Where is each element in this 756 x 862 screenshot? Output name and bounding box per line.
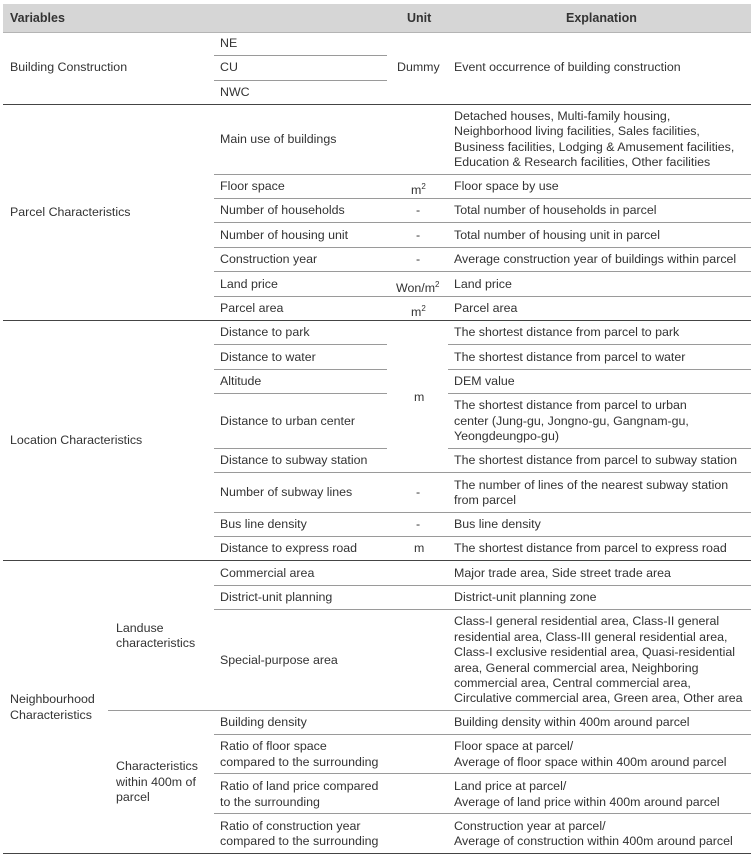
divider [108,710,751,711]
explanation-line: Education & Research facilities, Other facilities [454,155,711,169]
district-explanation: District-unit planning zone [454,590,597,604]
divider [214,369,387,370]
special-label: Special-purpose area [220,653,338,667]
header-unit: Unit [407,11,432,25]
explanation-line: Average of construction within 400m around parcel [454,834,733,848]
park-label: Distance to park [220,325,310,339]
altitude-label: Altitude [220,374,262,388]
divider [214,393,387,394]
explanation-line: center (Jung-gu, Jongno-gu, Gangnam-gu, [454,414,689,428]
explanation-line: Business facilities, Lodging & Amusement facilities, [454,140,735,154]
label-line: to the surrounding [220,795,320,809]
title-line: Characteristics [10,708,92,722]
divider [214,609,751,610]
households-explanation: Total number of households in parcel [454,203,657,217]
label-line: compared to the surrounding [220,755,379,769]
commercial-explanation: Major trade area, Side street trade area [454,566,671,580]
divider [214,174,751,175]
express-road-label: Distance to express road [220,541,358,555]
label-line: Ratio of construction year [220,819,361,833]
divider [214,344,387,345]
main-use-label: Main use of buildings [220,132,337,146]
floor-space-unit: $m^2$ [411,182,426,198]
housing-unit-explanation: Total number of housing unit in parcel [454,228,660,242]
urban-center-label: Distance to urban center [220,414,355,428]
location-unit-m: m [414,390,425,404]
divider [214,536,751,537]
explanation-line: residential area, Class-III general residential area, [454,630,728,644]
floor-space-explanation: Floor space by use [454,179,559,193]
header-variables: Variables [10,11,65,25]
building-item-cu: CU [220,60,238,74]
divider [214,585,751,586]
parcel-title: Parcel Characteristics [10,205,131,219]
commercial-label: Commercial area [220,566,315,580]
divider [214,198,751,199]
section-divider [3,560,751,561]
explanation-line: Yeongdeungpo-gu) [454,429,559,443]
housing-unit-label: Number of housing unit [220,228,349,242]
construction-year-label: Construction year [220,252,318,266]
district-label: District-unit planning [220,590,333,604]
land-price-explanation: Land price [454,277,512,291]
table-bottom-border [3,853,751,854]
label-line: Ratio of land price compared [220,779,379,793]
households-unit: - [416,203,421,217]
explanation-line: Circulative commercial area, Green area, Other area [454,691,743,705]
density-label: Building density [220,715,307,729]
divider [448,393,751,394]
construction-year-explanation: Average construction year of buildings within parcel [454,252,737,266]
land-price-unit: Won/$m^2$ [396,280,440,296]
explanation-line: commercial area, Central commercial area, [454,676,691,690]
explanation-line: Class-I exclusive residential area, Quasi-residential [454,645,735,659]
water-explanation: The shortest distance from parcel to water [454,350,686,364]
divider [214,734,751,735]
altitude-explanation: DEM value [454,374,515,388]
title-line: Neighbourhood [10,692,95,706]
divider [448,344,751,345]
divider [214,296,751,297]
title-line: parcel [116,790,150,804]
express-road-unit: m [414,541,425,555]
title-line: characteristics [116,636,196,650]
bus-label: Bus line density [220,517,307,531]
subway-station-explanation: The shortest distance from parcel to subway station [454,453,738,467]
explanation-line: The shortest distance from parcel to urban [454,398,687,412]
explanation-line: Average of floor space within 400m around parcel [454,755,727,769]
divider [448,448,751,449]
parcel-area-label: Parcel area [220,301,284,315]
floor-space-label: Floor space [220,179,285,193]
divider [214,247,751,248]
explanation-line: Class-I general residential area, Class-II general [454,614,720,628]
divider [214,512,751,513]
building-title: Building Construction [10,60,128,74]
parcel-area-explanation: Parcel area [454,301,518,315]
header-explanation: Explanation [566,11,637,25]
housing-unit-unit: - [416,228,421,242]
explanation-line: Neighborhood living facilities, Sales facilities, [454,124,700,138]
explanation-line: Average of land price within 400m around parcel [454,795,720,809]
subway-lines-unit: - [416,485,421,499]
subway-lines-label: Number of subway lines [220,485,353,499]
explanation-line: Construction year at parcel/ [454,819,606,833]
building-item-nwc: NWC [220,85,250,99]
explanation-line: Detached houses, Multi-family housing, [454,109,671,123]
building-item-ne: NE [220,36,238,50]
building-unit: Dummy [397,60,440,74]
explanation-line: area, General commercial area, Neighboring [454,661,699,675]
title-line: within 400m of [116,775,196,789]
label-line: compared to the surrounding [220,834,379,848]
divider [214,80,387,81]
express-road-explanation: The shortest distance from parcel to express road [454,541,727,555]
explanation-line: from parcel [454,493,516,507]
construction-year-unit: - [416,252,421,266]
parcel-area-unit: $m^2$ [411,304,426,320]
divider [214,448,387,449]
density-explanation: Building density within 400m around parcel [454,715,690,729]
divider [448,369,751,370]
water-label: Distance to water [220,350,316,364]
divider [214,222,751,223]
explanation-line: The number of lines of the nearest subway station [454,478,729,492]
divider [214,271,751,272]
bus-unit: - [416,517,421,531]
land-price-label: Land price [220,277,278,291]
label-line: Ratio of floor space [220,739,327,753]
subway-station-label: Distance to subway station [220,453,368,467]
title-line: Characteristics [116,759,198,773]
location-title: Location Characteristics [10,433,143,447]
building-explanation: Event occurrence of building construction [454,60,681,74]
table-header [3,4,751,33]
section-divider [3,104,751,105]
divider [214,813,751,814]
section-divider [3,320,751,321]
divider [214,55,387,56]
park-explanation: The shortest distance from parcel to park [454,325,680,339]
bus-explanation: Bus line density [454,517,541,531]
title-line: Landuse [116,621,164,635]
explanation-line: Floor space at parcel/ [454,739,574,753]
divider [214,472,751,473]
explanation-line: Land price at parcel/ [454,779,567,793]
households-label: Number of households [220,203,345,217]
divider [214,773,751,774]
